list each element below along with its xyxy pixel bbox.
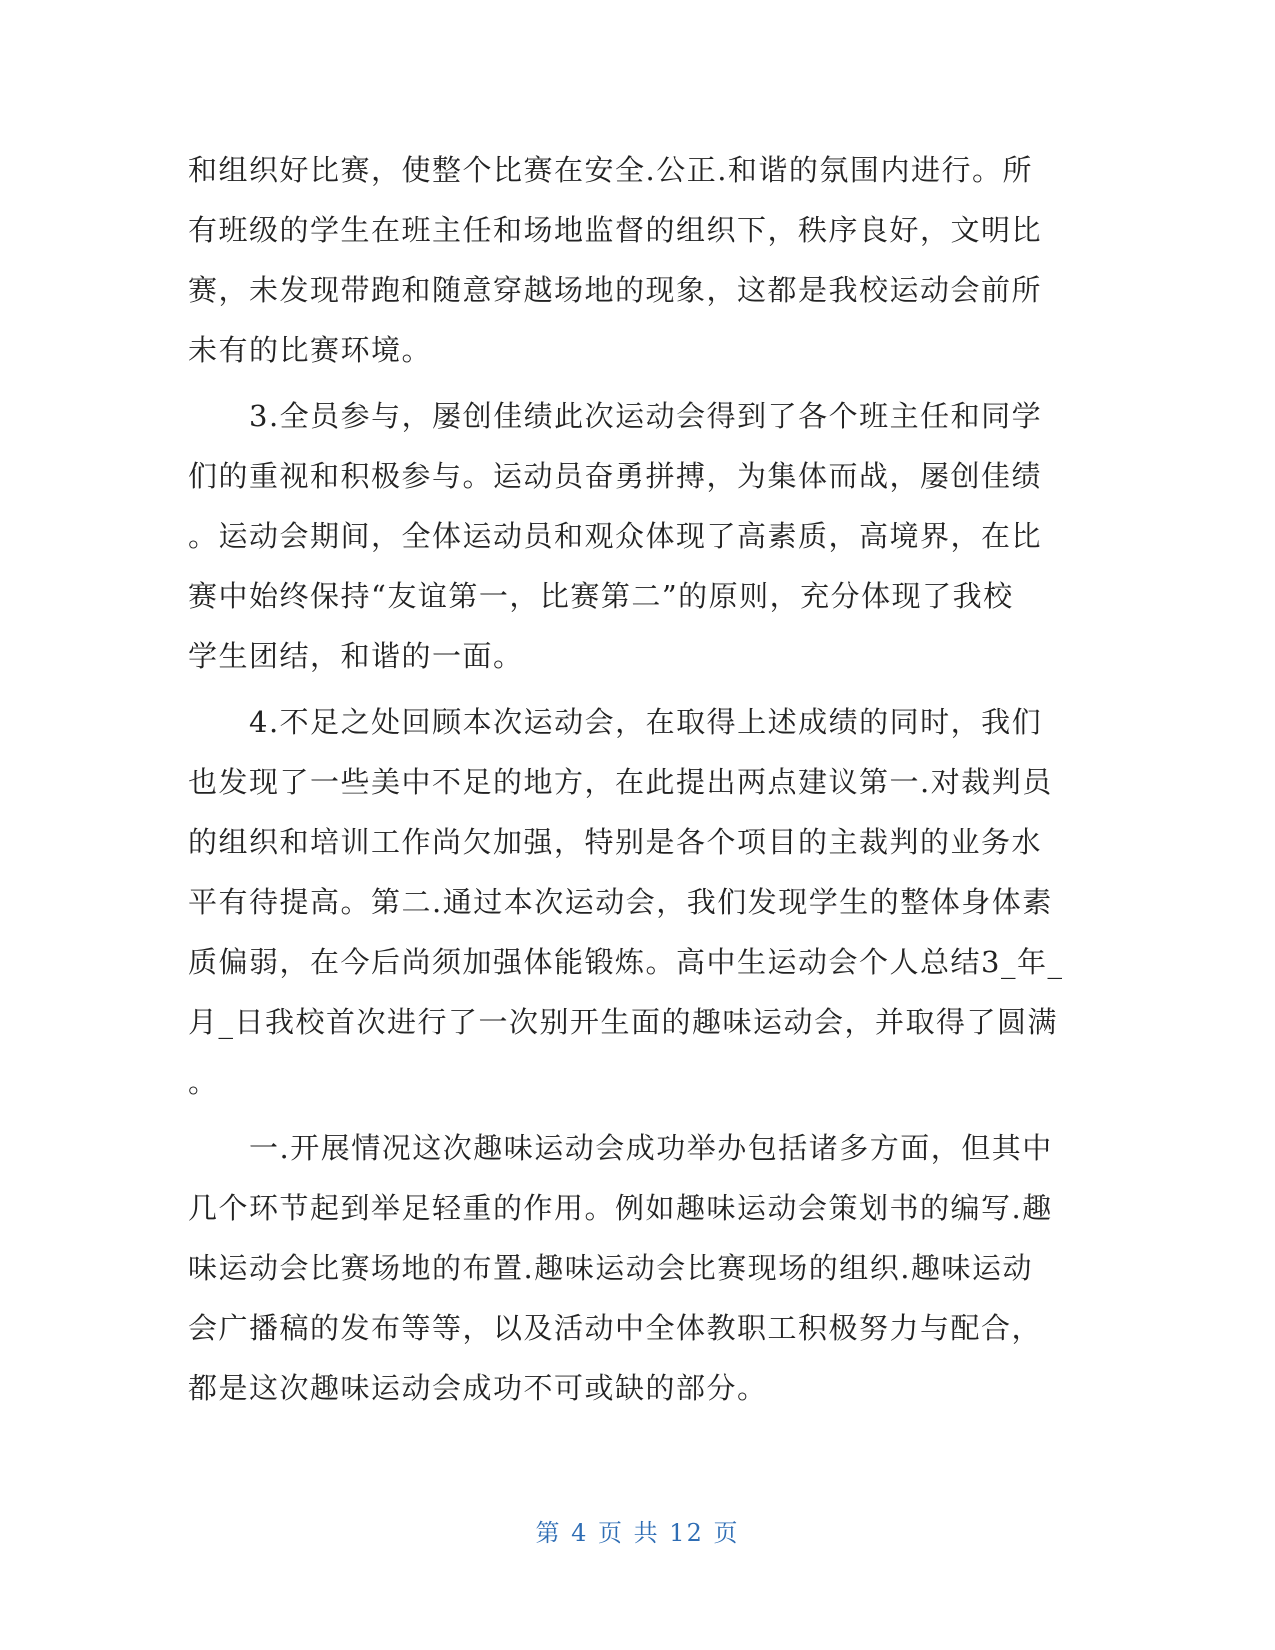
paragraph [188, 1118, 1068, 1418]
text-line: 。 [188, 1065, 219, 1099]
text-line: 和组织好比赛，使整个比赛在安全.公正.和谐的氛围内进行。所 [188, 153, 1033, 187]
page-number: 第 4 页 共 12 页 [535, 1519, 740, 1547]
text-line: 有班级的学生在班主任和场地监督的组织下，秩序良好，文明比 [188, 213, 1043, 247]
text-line: 学生团结，和谐的一面。 [188, 639, 524, 673]
text-line: 未有的比赛环境。 [188, 333, 433, 367]
document-body [188, 140, 1068, 1418]
text-line: 赛，未发现带跑和随意穿越场地的现象，这都是我校运动会前所 [188, 273, 1043, 307]
text-line: 味运动会比赛场地的布置.趣味运动会比赛现场的组织.趣味运动 [188, 1251, 1033, 1285]
text-line: 都是这次趣味运动会成功不可或缺的部分。 [188, 1371, 768, 1405]
text-line: 一.开展情况这次趣味运动会成功举办包括诸多方面，但其中 [188, 1131, 1053, 1165]
text-line: 平有待提高。第二.通过本次运动会，我们发现学生的整体身体素 [188, 885, 1053, 919]
text-line: 会广播稿的发布等等，以及活动中全体教职工积极努力与配合， [188, 1311, 1043, 1345]
text-line: 3.全员参与，屡创佳绩此次运动会得到了各个班主任和同学 [188, 399, 1043, 433]
text-line: 。运动会期间，全体运动员和观众体现了高素质，高境界，在比 [188, 519, 1043, 553]
text-line: 月_日我校首次进行了一次别开生面的趣味运动会，并取得了圆满 [188, 1005, 1059, 1039]
paragraph [188, 386, 1068, 686]
text-line: 4.不足之处回顾本次运动会，在取得上述成绩的同时，我们 [188, 705, 1043, 739]
text-line: 几个环节起到举足轻重的作用。例如趣味运动会策划书的编写.趣 [188, 1191, 1053, 1225]
text-line: 质偏弱，在今后尚须加强体能锻炼。高中生运动会个人总结3_年_ [188, 945, 1064, 979]
text-line: 赛中始终保持“友谊第一，比赛第二”的原则，充分体现了我校 [188, 579, 1014, 613]
text-line: 的组织和培训工作尚欠加强，特别是各个项目的主裁判的业务水 [188, 825, 1043, 859]
text-line: 也发现了一些美中不足的地方，在此提出两点建议第一.对裁判员 [188, 765, 1053, 799]
paragraph [188, 692, 1068, 1112]
paragraph [188, 140, 1068, 380]
text-line: 们的重视和积极参与。运动员奋勇拼搏，为集体而战，屡创佳绩 [188, 459, 1043, 493]
